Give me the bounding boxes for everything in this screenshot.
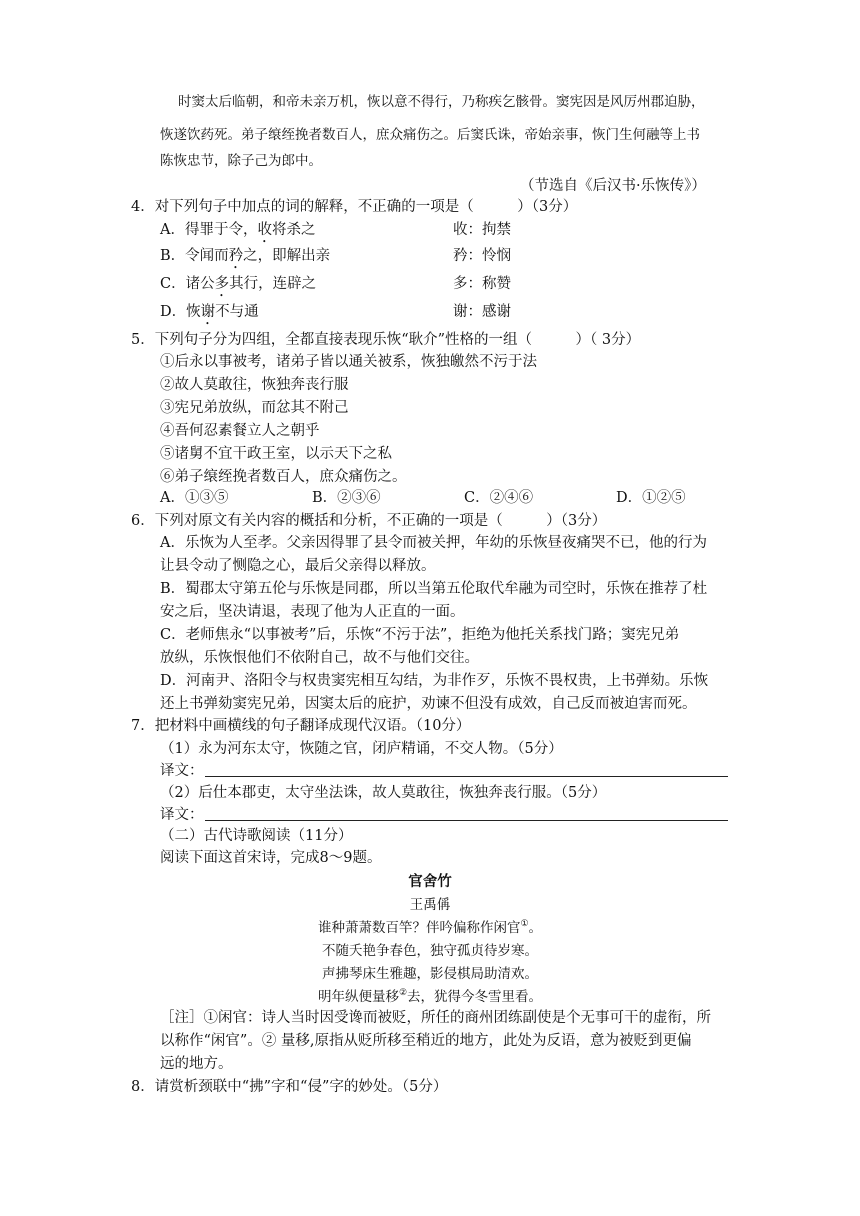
q4-option-d: D．恢谢不与通 bbox=[160, 304, 259, 320]
q7-answer-label-2: 译文： bbox=[160, 807, 204, 823]
q4-option-c: C．诸公多其行，连辟之 bbox=[160, 276, 317, 292]
q6-line: B．蜀郡太守第五伦与乐恢是同郡，所以当第五伦取代牟融为司空时，乐恢在推荐了杜 bbox=[160, 581, 708, 597]
poem-line: 谁种萧萧数百竿？伴吟偏称作闲官①。 bbox=[317, 919, 543, 936]
poem-note-line: 以称作“闲官”。② 量移,原指从贬所移至稍近的地方，此处为反语，意为被贬到更偏 bbox=[160, 1033, 692, 1049]
poem-author: 王禹偁 bbox=[409, 897, 451, 913]
q7-sentence-1: （1）永为河东太守，恢随之官，闭庐精诵，不交人物。（5分） bbox=[160, 741, 563, 757]
poem-title: 官舍竹 bbox=[408, 874, 452, 890]
poem-line: 明年纵便量移②去，犹得今冬雪里看。 bbox=[317, 988, 543, 1005]
q5-choice-b: B．②③⑥ bbox=[312, 490, 381, 506]
poem-line: 声拂琴床生雅趣，影侵棋局助清欢。 bbox=[322, 966, 538, 982]
q5-choice-c: C．②④⑥ bbox=[464, 490, 534, 506]
q6-line: D．河南尹、洛阳令与权贵窦宪相互勾结，为非作歹，乐恢不畏权贵，上书弹劾。乐恢 bbox=[160, 673, 709, 689]
q5-stem: 5．下列句子分为四组，全都直接表现乐恢“耿介”性格的一组（ ）（ 3分） bbox=[131, 332, 641, 348]
poetry-instruction: 阅读下面这首宋诗，完成8～9题。 bbox=[160, 850, 382, 866]
q5-item: ⑤诸舅不宜干政王室，以示天下之私 bbox=[160, 446, 392, 462]
q5-item: ①后永以事被考，诸弟子皆以通关被系，恢独皦然不污于法 bbox=[160, 354, 537, 370]
q4-gloss-a: 收：拘禁 bbox=[453, 222, 511, 238]
q6-line: 还上书弹劾窦宪兄弟，因窦太后的庇护，劝谏不但没有成效，自己反而被迫害而死。 bbox=[160, 696, 697, 712]
q6-line: 安之后，坚决请退，表现了他为人正直的一面。 bbox=[160, 604, 465, 620]
q5-choice-d: D．①②⑤ bbox=[616, 490, 686, 506]
q7-answer-line-1[interactable] bbox=[205, 776, 728, 777]
poetry-section-heading: （二）古代诗歌阅读（11分） bbox=[160, 828, 353, 844]
poem-note-line: ［注］①闲官：诗人当时因受谗而被贬，所任的商州团练副使是个无事可干的虚衔，所 bbox=[160, 1010, 711, 1026]
passage-source: （节选自《后汉书·乐恢传》） bbox=[520, 178, 706, 194]
q7-answer-label-1: 译文： bbox=[160, 763, 204, 779]
q4-gloss-c: 多：称赞 bbox=[453, 276, 511, 292]
q8-stem: 8．请赏析颈联中“拂”字和“侵”字的妙处。（5分） bbox=[131, 1079, 448, 1095]
q4-option-b: B．令闻而矜之，即解出亲 bbox=[160, 248, 331, 264]
q5-item: ②故人莫敢往，恢独奔丧行服 bbox=[160, 377, 349, 393]
q6-stem: 6．下列对原文有关内容的概括和分析，不正确的一项是（ ）（3分） bbox=[131, 513, 607, 529]
passage-line: 恢遂饮药死。弟子缞绖挽者数百人，庶众痛伤之。后窦氏诛，帝始亲事，恢门生何融等上书 bbox=[160, 127, 700, 143]
q7-answer-line-2[interactable] bbox=[205, 820, 728, 821]
poem-note-line: 远的地方。 bbox=[160, 1056, 233, 1072]
q6-line: 放纵，乐恢恨他们不依附自己，故不与他们交往。 bbox=[160, 650, 479, 666]
q6-line: A．乐恢为人至孝。父亲因得罪了县令而被关押，年幼的乐恢昼夜痛哭不已，他的行为 bbox=[160, 535, 707, 551]
passage-line: 时窦太后临朝，和帝未亲万机，恢以意不得行，乃称疾乞骸骨。窦宪因是风厉州郡迫胁， bbox=[178, 94, 705, 110]
q5-item: ⑥弟子缞绖挽者数百人，庶众痛伤之。 bbox=[160, 469, 407, 485]
q7-stem: 7．把材料中画横线的句子翻译成现代汉语。（10分） bbox=[131, 718, 471, 734]
q4-stem: 4．对下列句子中加点的词的解释，不正确的一项是（ ）（3分） bbox=[131, 199, 578, 215]
poem-line: 不随夭艳争春色，独守孤贞待岁寒。 bbox=[322, 943, 538, 959]
q6-line: C．老师焦永“以事被考”后，乐恢“不污于法”，拒绝为他托关系找门路；窦宪兄弟 bbox=[160, 627, 680, 643]
q6-line: 让县令动了恻隐之心，最后父亲得以释放。 bbox=[160, 558, 436, 574]
q5-item: ③宪兄弟放纵，而忿其不附己 bbox=[160, 400, 349, 416]
q4-option-a: A．得罪于令，收将杀之 bbox=[160, 222, 316, 238]
passage-line: 陈恢忠节，除子己为郎中。 bbox=[160, 153, 322, 169]
q5-choice-a: A．①③⑤ bbox=[160, 490, 229, 506]
q5-item: ④吾何忍素餐立人之朝乎 bbox=[160, 423, 320, 439]
q4-gloss-d: 谢：感谢 bbox=[453, 304, 511, 320]
q4-gloss-b: 矜：怜悯 bbox=[453, 248, 511, 264]
q7-sentence-2: （2）后仕本郡吏，太守坐法诛，故人莫敢往，恢独奔丧行服。（5分） bbox=[160, 785, 607, 801]
